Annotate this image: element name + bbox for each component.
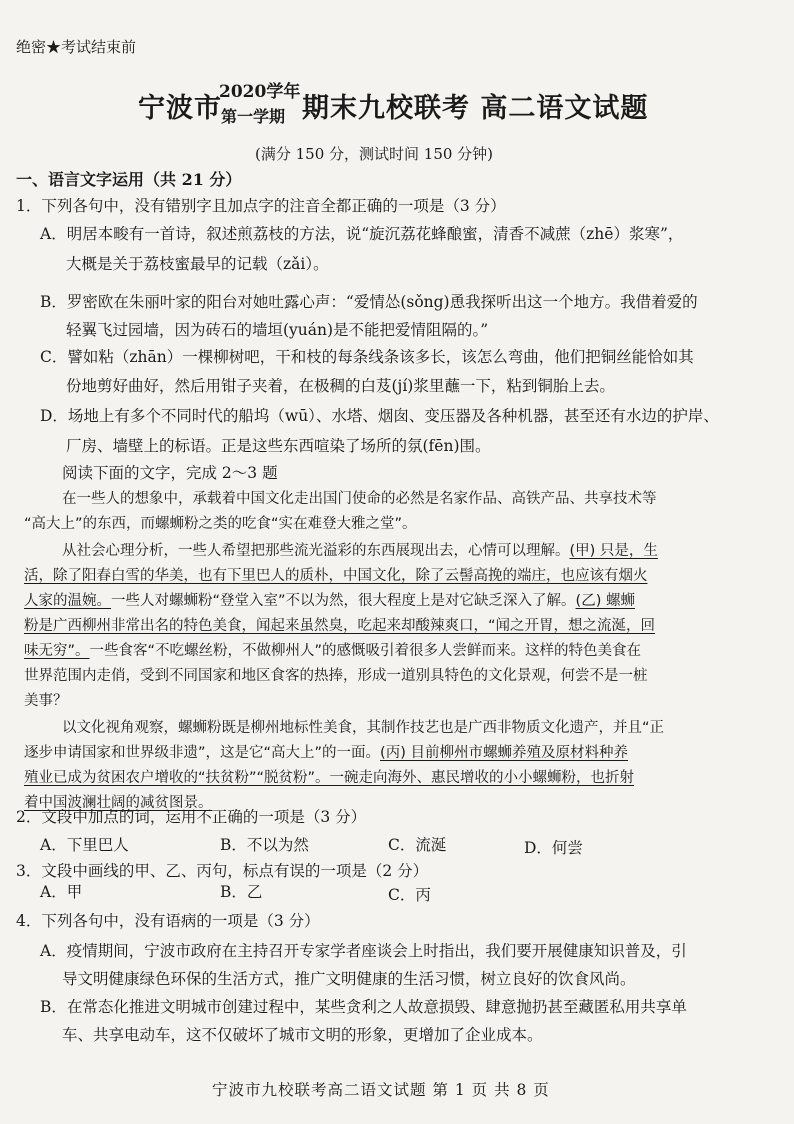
passage-p3-line1: 以文化视角观察，螺蛳粉既是柳州地标性美食，其制作技艺也是广西非物质文化遗产，并且“正 xyxy=(62,720,665,736)
section-title: 一、语言文字运用（共 21 分） xyxy=(16,170,242,189)
q4-option-a-line1: A．疫情期间，宁波市政府在主持召开专家学者座谈会上时指出，我们要开展健康知识普及，引 xyxy=(40,942,687,960)
q1-option-b-line2: 轻翼飞过园墙，因为砖石的墙垣(yuán)是不能把爱情阻隔的。” xyxy=(66,321,489,339)
passage-text: 从社会心理分析，一些人希望把那些流光溢彩的东西展现出去，心情可以理解。 xyxy=(62,543,570,559)
q1-option-a-line2: 大概是关于荔枝蜜最早的记载（zǎi）。 xyxy=(66,255,329,273)
q3-option-c: C．丙 xyxy=(388,886,431,904)
q1-option-a-line1: A．明居本畯有一首诗，叙述煎荔枝的方法，说“旋沉荔花蜂酿蜜，清香不减蔗（zhē）浆寒”， xyxy=(40,225,684,243)
underlined-sentence-jia: (甲) 只是，生 xyxy=(569,543,658,559)
passage-p3-line4: 着中国波澜壮阔的减贫图景。 xyxy=(24,795,213,811)
question-2-stem: 2．文段中加点的词，运用不正确的一项是（3 分） xyxy=(16,808,367,826)
q3-option-b: B．乙 xyxy=(220,883,263,901)
title-term: 第一学期 xyxy=(221,107,286,126)
title-city: 宁波市 xyxy=(138,93,222,124)
passage-text: 一些人对螺蛳粉“登堂入室”不以为然，很大程度上是对它缺乏深入了解。 xyxy=(111,593,576,609)
q2-option-d: D．何尝 xyxy=(524,839,583,857)
underlined-sentence-jia-end: 人家的温婉。 xyxy=(24,593,111,609)
q4-option-b-line1: B．在常态化推进文明城市创建过程中，某些贪利之人故意损毁、肆意抛扔甚至藏匿私用共享单 xyxy=(40,998,687,1016)
passage-p2-line3 xyxy=(24,589,635,610)
score-info: (满分 150 分，测试时间 150 分钟) xyxy=(255,145,494,163)
q1-option-d-line2: 厂房、墙壁上的标语。正是这些东西喧染了场所的氛(fēn)围。 xyxy=(66,437,491,455)
q3-option-a: A．甲 xyxy=(40,883,83,901)
passage-p2-line4: 粉是广西柳州非常出名的特色美食，闻起来虽然臭，吃起来却酸辣爽口，“闻之开胃，想之流涎，回 xyxy=(24,618,656,634)
passage-p2-line1 xyxy=(62,539,658,560)
question-1-stem: 1．下列各句中，没有错别字且加点字的注音全都正确的一项是（3 分） xyxy=(16,197,506,215)
reading-intro: 阅读下面的文字，完成 2～3 题 xyxy=(62,464,278,482)
passage-p3-line3: 殖业已成为贫困农户增收的“扶贫粉”“脱贫粉”。一碗走向海外、惠民增收的小小螺蛳粉，也折射 xyxy=(24,770,635,786)
q1-option-b-line1: B．罗密欧在朱丽叶家的阳台对她吐露心声：“爱情怂(sǒng)恿我探听出这一个地方。我借着爱的 xyxy=(40,293,698,311)
passage-p1-line1: 在一些人的想象中，承载着中国文化走出国门使命的必然是名家作品、高铁产品、共享技术等 xyxy=(62,491,657,507)
confidential-mark: 绝密★考试结束前 xyxy=(16,38,137,56)
underlined-sentence-bing: (丙) 目前柳州市螺蛳养殖及原材料种养 xyxy=(380,745,628,761)
q2-option-c: C．流涎 xyxy=(388,836,447,854)
passage-p3-line2 xyxy=(24,741,628,762)
q2-option-b: B．不以为然 xyxy=(220,836,309,854)
q1-option-d-line1: D．场地上有多个不同时代的船坞（wū）、水塔、烟囱、变压器及各种机器，甚至还有水边的护岸、 xyxy=(40,407,719,425)
title-year: 2020学年 xyxy=(219,82,301,102)
underlined-sentence-yi: (乙) 螺蛳 xyxy=(575,593,635,609)
q4-option-b-line2: 车、共享电动车，这不仅破坏了城市文明的形象，更增加了企业成本。 xyxy=(62,1026,543,1044)
q2-option-a: A．下里巴人 xyxy=(40,836,129,854)
q1-option-c-line1: C．譬如粘（zhān）一棵柳树吧，干和枝的每条线条该多长，该怎么弯曲，他们把铜丝能恰如其 xyxy=(40,348,694,366)
passage-p2-line6: 世界范围内走俏，受到不同国家和地区食客的热捧，形成一道别具特色的文化景观，何尝不是一桩 xyxy=(24,668,648,684)
passage-text: 逐步申请国家和世界级非遗”，这是它“高大上”的一面。 xyxy=(24,745,381,761)
page-footer: 宁波市九校联考高二语文试题 第 1 页 共 8 页 xyxy=(212,1081,550,1099)
question-3-stem: 3．文段中画线的甲、乙、丙句，标点有误的一项是（2 分） xyxy=(16,862,429,880)
passage-p1-line2: “高大上”的东西，而螺蛳粉之类的吃食“实在难登大雅之堂”。 xyxy=(24,516,417,532)
passage-text: 一些食客“不吃螺丝粉，不做柳州人”的感慨吸引着很多人尝鲜而来。这样的特色美食在 xyxy=(89,643,642,659)
q4-option-a-line2: 导文明健康绿色环保的生活方式，推广文明健康的生活习惯，树立良好的饮食风尚。 xyxy=(62,970,636,988)
page-title: 期末九校联考 高二语文试题 xyxy=(302,93,649,124)
q1-option-c-line2: 份地剪好曲好，然后用钳子夹着，在极稠的白芨(jí)浆里蘸一下，粘到铜胎上去。 xyxy=(66,377,615,395)
passage-p2-line7: 美事？ xyxy=(24,693,68,709)
passage-p2-line5 xyxy=(24,639,641,660)
passage-p2-line2: 活，除了阳春白雪的华美，也有下里巴人的质朴，中国文化，除了云髻高挽的端庄，也应该有烟火 xyxy=(24,568,648,584)
underlined-sentence-yi-end: 味无穷”。 xyxy=(24,643,90,659)
question-4-stem: 4．下列各句中，没有语病的一项是（3 分） xyxy=(16,912,320,930)
